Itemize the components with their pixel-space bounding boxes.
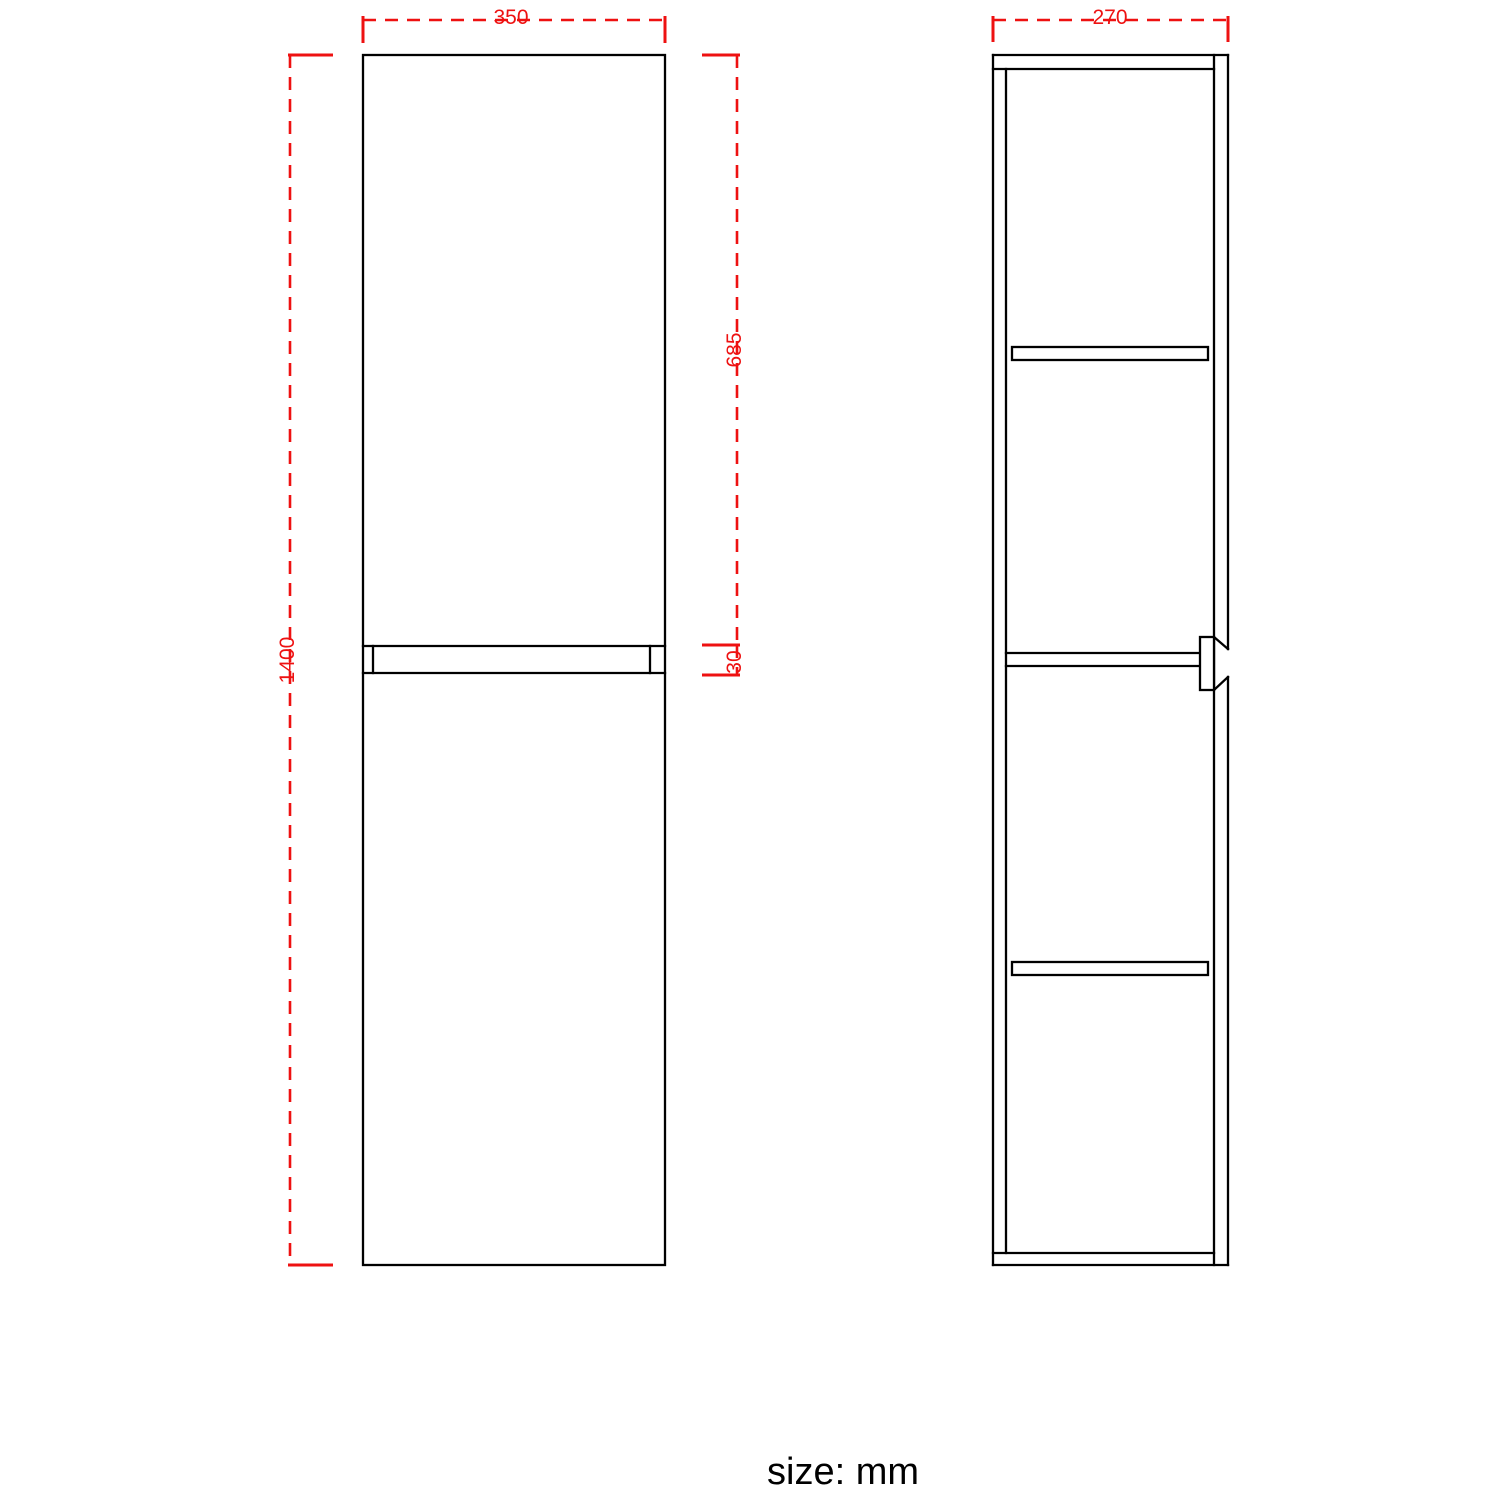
front-cabinet-outline bbox=[363, 55, 665, 1265]
dim-front-width-label: 350 bbox=[493, 6, 529, 29]
dim-front-height bbox=[276, 55, 333, 1265]
dim-side-depth bbox=[993, 6, 1228, 42]
dim-upper-door-height bbox=[702, 55, 746, 645]
dim-front-width bbox=[363, 6, 665, 43]
dim-side-depth-label: 270 bbox=[1092, 6, 1128, 29]
dimensions bbox=[276, 6, 1228, 1265]
dim-upper-door-label: 685 bbox=[723, 332, 746, 368]
units-note: size: mm bbox=[767, 1451, 919, 1493]
dim-door-gap bbox=[702, 645, 746, 675]
dim-door-gap-label: 30 bbox=[723, 650, 746, 674]
side-view bbox=[993, 55, 1228, 1265]
lower-shelf bbox=[1012, 962, 1208, 975]
upper-shelf bbox=[1012, 347, 1208, 360]
dim-front-height-label: 1400 bbox=[276, 636, 299, 684]
front-view bbox=[363, 55, 665, 1265]
upper-door-chamfer bbox=[1214, 637, 1228, 649]
lower-door-chamfer bbox=[1214, 677, 1228, 690]
middle-rail-block bbox=[1200, 637, 1214, 690]
